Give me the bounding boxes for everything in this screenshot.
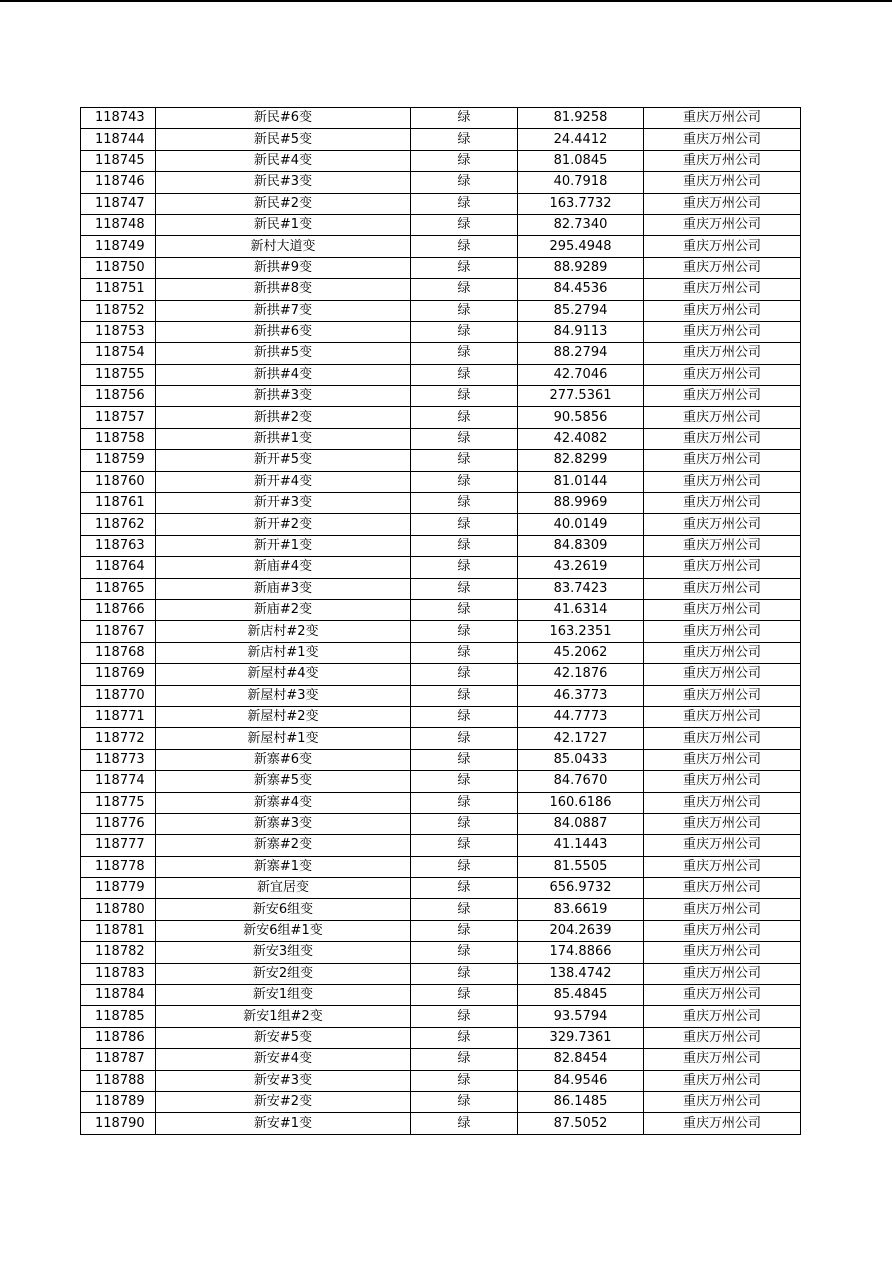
table-row: [81, 1113, 801, 1134]
cell-name: 新寨#4变: [156, 792, 411, 813]
cell-value: 84.7670: [518, 771, 644, 792]
cell-color: 绿: [411, 1006, 518, 1027]
table-row: [81, 236, 801, 257]
cell-color: 绿: [411, 942, 518, 963]
table-row: [81, 899, 801, 920]
cell-id: 118746: [81, 172, 156, 193]
cell-id: 118757: [81, 407, 156, 428]
cell-color: 绿: [411, 343, 518, 364]
cell-color: 绿: [411, 535, 518, 556]
cell-id: 118781: [81, 920, 156, 941]
table-row: [81, 706, 801, 727]
cell-color: 绿: [411, 471, 518, 492]
cell-name: 新开#2变: [156, 514, 411, 535]
cell-name: 新安6组变: [156, 899, 411, 920]
table-row: [81, 1070, 801, 1091]
cell-name: 新开#5变: [156, 450, 411, 471]
cell-color: 绿: [411, 599, 518, 620]
cell-name: 新寨#1变: [156, 856, 411, 877]
cell-id: 118788: [81, 1070, 156, 1091]
table-row: [81, 300, 801, 321]
cell-id: 118790: [81, 1113, 156, 1134]
cell-value: 46.3773: [518, 685, 644, 706]
cell-name: 新店村#2变: [156, 621, 411, 642]
cell-name: 新拱#6变: [156, 321, 411, 342]
cell-name: 新开#1变: [156, 535, 411, 556]
table-row: [81, 535, 801, 556]
table-row: [81, 214, 801, 235]
cell-name: 新安#5变: [156, 1027, 411, 1048]
cell-value: 41.1443: [518, 835, 644, 856]
cell-name: 新安6组#1变: [156, 920, 411, 941]
cell-color: 绿: [411, 749, 518, 770]
table-row: [81, 257, 801, 278]
cell-color: 绿: [411, 1070, 518, 1091]
table-row: [81, 279, 801, 300]
cell-id: 118754: [81, 343, 156, 364]
cell-value: 42.4082: [518, 428, 644, 449]
cell-name: 新拱#8变: [156, 279, 411, 300]
table-row: [81, 343, 801, 364]
cell-name: 新安3组变: [156, 942, 411, 963]
cell-company: 重庆万州公司: [644, 343, 801, 364]
cell-value: 42.1876: [518, 664, 644, 685]
table-row: [81, 193, 801, 214]
table-row: [81, 493, 801, 514]
cell-value: 82.8299: [518, 450, 644, 471]
cell-company: 重庆万州公司: [644, 813, 801, 834]
table-row: [81, 685, 801, 706]
cell-id: 118758: [81, 428, 156, 449]
cell-name: 新宜居变: [156, 878, 411, 899]
cell-color: 绿: [411, 236, 518, 257]
table-row: [81, 813, 801, 834]
cell-company: 重庆万州公司: [644, 963, 801, 984]
cell-id: 118775: [81, 792, 156, 813]
cell-value: 329.7361: [518, 1027, 644, 1048]
cell-name: 新安#4变: [156, 1049, 411, 1070]
cell-value: 85.2794: [518, 300, 644, 321]
cell-color: 绿: [411, 514, 518, 535]
cell-value: 84.0887: [518, 813, 644, 834]
cell-color: 绿: [411, 386, 518, 407]
table-row: [81, 835, 801, 856]
cell-id: 118748: [81, 214, 156, 235]
cell-name: 新拱#4变: [156, 364, 411, 385]
cell-color: 绿: [411, 1113, 518, 1134]
table-row: [81, 942, 801, 963]
table-body: [81, 108, 801, 1135]
cell-company: 重庆万州公司: [644, 514, 801, 535]
table-row: [81, 514, 801, 535]
cell-id: 118769: [81, 664, 156, 685]
cell-company: 重庆万州公司: [644, 364, 801, 385]
table-row: [81, 621, 801, 642]
cell-value: 83.6619: [518, 899, 644, 920]
table-row: [81, 1006, 801, 1027]
cell-color: 绿: [411, 108, 518, 129]
cell-name: 新屋村#1变: [156, 728, 411, 749]
cell-id: 118784: [81, 985, 156, 1006]
cell-color: 绿: [411, 407, 518, 428]
table-row: [81, 129, 801, 150]
cell-id: 118749: [81, 236, 156, 257]
cell-id: 118776: [81, 813, 156, 834]
cell-name: 新安1组#2变: [156, 1006, 411, 1027]
cell-color: 绿: [411, 321, 518, 342]
cell-name: 新屋村#2变: [156, 706, 411, 727]
cell-color: 绿: [411, 129, 518, 150]
table-row: [81, 771, 801, 792]
cell-color: 绿: [411, 364, 518, 385]
cell-name: 新民#4变: [156, 150, 411, 171]
page-top-border: [0, 0, 892, 2]
cell-company: 重庆万州公司: [644, 792, 801, 813]
table-row: [81, 664, 801, 685]
table-row: [81, 963, 801, 984]
cell-color: 绿: [411, 557, 518, 578]
cell-id: 118772: [81, 728, 156, 749]
cell-id: 118779: [81, 878, 156, 899]
table-row: [81, 1091, 801, 1112]
cell-id: 118773: [81, 749, 156, 770]
cell-name: 新寨#5变: [156, 771, 411, 792]
cell-company: 重庆万州公司: [644, 450, 801, 471]
cell-id: 118782: [81, 942, 156, 963]
cell-id: 118751: [81, 279, 156, 300]
cell-color: 绿: [411, 257, 518, 278]
cell-value: 84.4536: [518, 279, 644, 300]
cell-color: 绿: [411, 300, 518, 321]
cell-color: 绿: [411, 150, 518, 171]
cell-id: 118756: [81, 386, 156, 407]
cell-id: 118743: [81, 108, 156, 129]
cell-color: 绿: [411, 621, 518, 642]
table-row: [81, 428, 801, 449]
cell-value: 81.5505: [518, 856, 644, 877]
cell-value: 82.7340: [518, 214, 644, 235]
cell-company: 重庆万州公司: [644, 706, 801, 727]
cell-id: 118778: [81, 856, 156, 877]
table-row: [81, 728, 801, 749]
cell-value: 84.9113: [518, 321, 644, 342]
table-row: [81, 450, 801, 471]
cell-company: 重庆万州公司: [644, 300, 801, 321]
cell-value: 41.6314: [518, 599, 644, 620]
cell-color: 绿: [411, 706, 518, 727]
cell-value: 174.8866: [518, 942, 644, 963]
cell-company: 重庆万州公司: [644, 321, 801, 342]
cell-company: 重庆万州公司: [644, 535, 801, 556]
cell-company: 重庆万州公司: [644, 428, 801, 449]
cell-color: 绿: [411, 835, 518, 856]
cell-value: 81.0144: [518, 471, 644, 492]
cell-color: 绿: [411, 985, 518, 1006]
cell-id: 118745: [81, 150, 156, 171]
cell-value: 82.8454: [518, 1049, 644, 1070]
cell-value: 85.0433: [518, 749, 644, 770]
cell-id: 118760: [81, 471, 156, 492]
cell-id: 118763: [81, 535, 156, 556]
cell-color: 绿: [411, 899, 518, 920]
cell-company: 重庆万州公司: [644, 493, 801, 514]
cell-color: 绿: [411, 493, 518, 514]
cell-name: 新拱#1变: [156, 428, 411, 449]
cell-company: 重庆万州公司: [644, 599, 801, 620]
cell-name: 新寨#6变: [156, 749, 411, 770]
cell-value: 84.8309: [518, 535, 644, 556]
cell-company: 重庆万州公司: [644, 1027, 801, 1048]
cell-company: 重庆万州公司: [644, 942, 801, 963]
cell-color: 绿: [411, 1027, 518, 1048]
cell-company: 重庆万州公司: [644, 557, 801, 578]
cell-color: 绿: [411, 214, 518, 235]
cell-name: 新屋村#4变: [156, 664, 411, 685]
cell-name: 新寨#3变: [156, 813, 411, 834]
table-row: [81, 749, 801, 770]
cell-company: 重庆万州公司: [644, 471, 801, 492]
cell-id: 118744: [81, 129, 156, 150]
table-row: [81, 920, 801, 941]
cell-id: 118777: [81, 835, 156, 856]
table-row: [81, 1049, 801, 1070]
cell-color: 绿: [411, 642, 518, 663]
cell-company: 重庆万州公司: [644, 856, 801, 877]
cell-name: 新安#2变: [156, 1091, 411, 1112]
cell-color: 绿: [411, 920, 518, 941]
cell-company: 重庆万州公司: [644, 129, 801, 150]
cell-company: 重庆万州公司: [644, 172, 801, 193]
cell-value: 42.7046: [518, 364, 644, 385]
cell-color: 绿: [411, 1091, 518, 1112]
table-row: [81, 321, 801, 342]
cell-name: 新庙#2变: [156, 599, 411, 620]
cell-company: 重庆万州公司: [644, 920, 801, 941]
table-row: [81, 471, 801, 492]
cell-color: 绿: [411, 878, 518, 899]
table-row: [81, 599, 801, 620]
cell-value: 40.0149: [518, 514, 644, 535]
cell-value: 81.9258: [518, 108, 644, 129]
cell-id: 118774: [81, 771, 156, 792]
table-row: [81, 364, 801, 385]
cell-value: 43.2619: [518, 557, 644, 578]
cell-company: 重庆万州公司: [644, 1006, 801, 1027]
cell-company: 重庆万州公司: [644, 749, 801, 770]
cell-color: 绿: [411, 279, 518, 300]
cell-value: 88.2794: [518, 343, 644, 364]
cell-name: 新民#3变: [156, 172, 411, 193]
cell-id: 118785: [81, 1006, 156, 1027]
cell-value: 42.1727: [518, 728, 644, 749]
cell-color: 绿: [411, 1049, 518, 1070]
cell-id: 118787: [81, 1049, 156, 1070]
cell-company: 重庆万州公司: [644, 193, 801, 214]
cell-color: 绿: [411, 771, 518, 792]
cell-value: 86.1485: [518, 1091, 644, 1112]
cell-id: 118765: [81, 578, 156, 599]
cell-value: 81.0845: [518, 150, 644, 171]
cell-name: 新安1组变: [156, 985, 411, 1006]
cell-name: 新民#6变: [156, 108, 411, 129]
cell-value: 163.2351: [518, 621, 644, 642]
cell-company: 重庆万州公司: [644, 835, 801, 856]
cell-id: 118764: [81, 557, 156, 578]
data-table: [80, 107, 801, 1135]
cell-name: 新拱#7变: [156, 300, 411, 321]
cell-value: 40.7918: [518, 172, 644, 193]
table-row: [81, 1027, 801, 1048]
cell-value: 138.4742: [518, 963, 644, 984]
table-row: [81, 386, 801, 407]
cell-company: 重庆万州公司: [644, 728, 801, 749]
table-row: [81, 792, 801, 813]
cell-color: 绿: [411, 792, 518, 813]
cell-company: 重庆万州公司: [644, 1049, 801, 1070]
cell-name: 新拱#3变: [156, 386, 411, 407]
table-row: [81, 578, 801, 599]
cell-color: 绿: [411, 813, 518, 834]
cell-color: 绿: [411, 172, 518, 193]
cell-value: 24.4412: [518, 129, 644, 150]
cell-id: 118753: [81, 321, 156, 342]
cell-company: 重庆万州公司: [644, 1113, 801, 1134]
cell-value: 656.9732: [518, 878, 644, 899]
table-row: [81, 985, 801, 1006]
table-row: [81, 642, 801, 663]
cell-value: 160.6186: [518, 792, 644, 813]
cell-value: 163.7732: [518, 193, 644, 214]
cell-company: 重庆万州公司: [644, 214, 801, 235]
cell-name: 新安#1变: [156, 1113, 411, 1134]
cell-company: 重庆万州公司: [644, 257, 801, 278]
cell-id: 118771: [81, 706, 156, 727]
cell-color: 绿: [411, 685, 518, 706]
table-row: [81, 150, 801, 171]
cell-value: 277.5361: [518, 386, 644, 407]
cell-id: 118752: [81, 300, 156, 321]
cell-name: 新拱#9变: [156, 257, 411, 278]
table-row: [81, 108, 801, 129]
cell-color: 绿: [411, 578, 518, 599]
table-row: [81, 878, 801, 899]
cell-id: 118780: [81, 899, 156, 920]
cell-id: 118770: [81, 685, 156, 706]
cell-name: 新民#5变: [156, 129, 411, 150]
cell-name: 新庙#4变: [156, 557, 411, 578]
cell-company: 重庆万州公司: [644, 685, 801, 706]
cell-id: 118766: [81, 599, 156, 620]
cell-company: 重庆万州公司: [644, 1070, 801, 1091]
cell-id: 118762: [81, 514, 156, 535]
cell-value: 93.5794: [518, 1006, 644, 1027]
cell-name: 新寨#2变: [156, 835, 411, 856]
table-row: [81, 172, 801, 193]
cell-id: 118783: [81, 963, 156, 984]
cell-id: 118755: [81, 364, 156, 385]
cell-value: 83.7423: [518, 578, 644, 599]
cell-color: 绿: [411, 728, 518, 749]
cell-value: 295.4948: [518, 236, 644, 257]
cell-name: 新庙#3变: [156, 578, 411, 599]
cell-color: 绿: [411, 856, 518, 877]
cell-company: 重庆万州公司: [644, 621, 801, 642]
cell-company: 重庆万州公司: [644, 578, 801, 599]
cell-company: 重庆万州公司: [644, 108, 801, 129]
cell-value: 45.2062: [518, 642, 644, 663]
cell-value: 88.9969: [518, 493, 644, 514]
cell-name: 新开#3变: [156, 493, 411, 514]
cell-company: 重庆万州公司: [644, 236, 801, 257]
cell-value: 88.9289: [518, 257, 644, 278]
cell-value: 85.4845: [518, 985, 644, 1006]
cell-name: 新拱#2变: [156, 407, 411, 428]
cell-color: 绿: [411, 664, 518, 685]
cell-id: 118759: [81, 450, 156, 471]
cell-company: 重庆万州公司: [644, 985, 801, 1006]
cell-name: 新民#2变: [156, 193, 411, 214]
cell-value: 90.5856: [518, 407, 644, 428]
cell-value: 87.5052: [518, 1113, 644, 1134]
cell-company: 重庆万州公司: [644, 150, 801, 171]
cell-id: 118786: [81, 1027, 156, 1048]
cell-company: 重庆万州公司: [644, 407, 801, 428]
cell-value: 44.7773: [518, 706, 644, 727]
cell-value: 84.9546: [518, 1070, 644, 1091]
cell-name: 新村大道变: [156, 236, 411, 257]
cell-company: 重庆万州公司: [644, 279, 801, 300]
cell-company: 重庆万州公司: [644, 878, 801, 899]
cell-id: 118789: [81, 1091, 156, 1112]
cell-color: 绿: [411, 193, 518, 214]
cell-id: 118767: [81, 621, 156, 642]
cell-company: 重庆万州公司: [644, 1091, 801, 1112]
cell-name: 新店村#1变: [156, 642, 411, 663]
cell-company: 重庆万州公司: [644, 664, 801, 685]
cell-name: 新开#4变: [156, 471, 411, 492]
cell-name: 新屋村#3变: [156, 685, 411, 706]
cell-id: 118768: [81, 642, 156, 663]
table-row: [81, 557, 801, 578]
cell-company: 重庆万州公司: [644, 642, 801, 663]
table-row: [81, 856, 801, 877]
cell-id: 118747: [81, 193, 156, 214]
cell-color: 绿: [411, 450, 518, 471]
cell-color: 绿: [411, 428, 518, 449]
cell-name: 新安#3变: [156, 1070, 411, 1091]
cell-name: 新民#1变: [156, 214, 411, 235]
cell-company: 重庆万州公司: [644, 771, 801, 792]
cell-value: 204.2639: [518, 920, 644, 941]
cell-id: 118761: [81, 493, 156, 514]
cell-company: 重庆万州公司: [644, 899, 801, 920]
cell-name: 新拱#5变: [156, 343, 411, 364]
cell-id: 118750: [81, 257, 156, 278]
cell-name: 新安2组变: [156, 963, 411, 984]
cell-company: 重庆万州公司: [644, 386, 801, 407]
table-row: [81, 407, 801, 428]
cell-color: 绿: [411, 963, 518, 984]
